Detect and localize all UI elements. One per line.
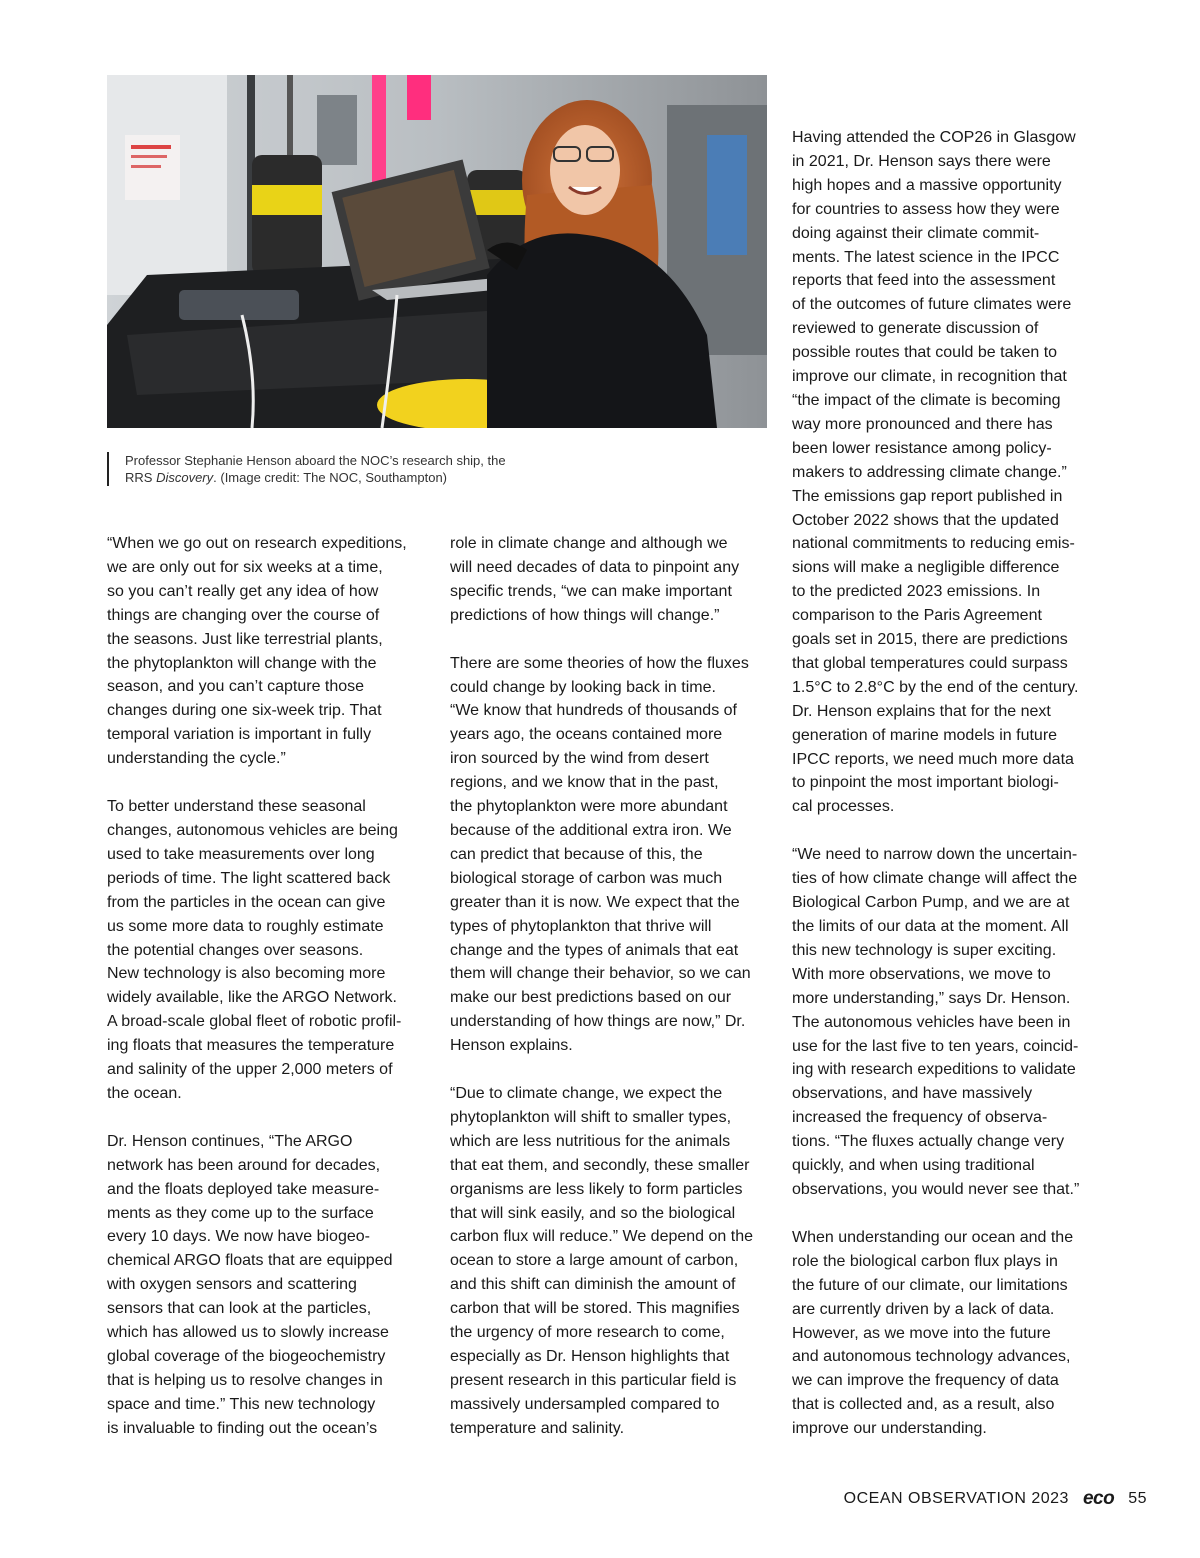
text-line: the future of our climate, our limitations <box>792 1276 1068 1294</box>
text-line: periods of time. The light scattered back <box>107 869 391 887</box>
text-line: will need decades of data to pinpoint any <box>450 558 740 576</box>
text-line: season, and you can’t capture those <box>107 678 365 696</box>
text-line: specific trends, “we can make important <box>450 582 732 600</box>
text-line: and the floats deployed take measure- <box>107 1180 380 1198</box>
text-line: quickly, and when using traditional <box>792 1157 1035 1175</box>
text-line: There are some theories of how the fluxes <box>450 654 749 672</box>
text-line: the urgency of more research to come, <box>450 1324 725 1342</box>
text-line: reports that feed into the assessment <box>792 272 1056 290</box>
text-line: 1.5°C to 2.8°C by the end of the century. <box>792 678 1079 696</box>
text-line: predictions of how things will change.” <box>450 606 720 624</box>
text-line: changes, autonomous vehicles are being <box>107 821 398 839</box>
article-column-2 <box>450 532 780 1465</box>
paragraph <box>792 843 1122 1202</box>
text-line: comparison to the Paris Agreement <box>792 607 1042 625</box>
text-line: could change by looking back in time. <box>450 678 716 696</box>
text-line: Having attended the COP26 in Glasgow <box>792 129 1076 146</box>
text-line: role in climate change and although we <box>450 535 728 552</box>
caption-prefix: RRS <box>125 470 157 485</box>
text-line: to pinpoint the most important biologi- <box>792 774 1059 792</box>
text-line: present research in this particular field is <box>450 1371 737 1389</box>
text-line: that is collected and, as a result, also <box>792 1396 1055 1414</box>
text-line: “We need to narrow down the uncertain- <box>792 846 1078 864</box>
text-line: cal processes. <box>792 798 895 816</box>
caption-line-2 <box>125 469 585 486</box>
text-line: which are less nutritious for the animals <box>450 1132 731 1150</box>
text-line: understanding the cycle.” <box>107 750 286 768</box>
text-line: more understanding,” says Dr. Henson. <box>792 989 1071 1007</box>
paragraph <box>792 126 1122 819</box>
footer-section-title: OCEAN OBSERVATION 2023 <box>843 1490 1069 1507</box>
text-line: and autonomous technology advances, <box>792 1348 1071 1366</box>
text-line: tions. “The fluxes actually change very <box>792 1133 1065 1151</box>
text-line: make our best predictions based on our <box>450 989 732 1007</box>
text-line: sions will make a negligible difference <box>792 559 1060 577</box>
text-line: carbon that will be stored. This magnifies <box>450 1300 740 1318</box>
text-line: ments as they come up to the surface <box>107 1204 374 1222</box>
text-line: the phytoplankton will change with the <box>107 654 377 672</box>
text-line: the seasons. Just like terrestrial plants, <box>107 630 383 648</box>
text-line: to the predicted 2023 emissions. In <box>792 583 1041 601</box>
text-line: temporal variation is important in fully <box>107 726 372 744</box>
page-number: 55 <box>1128 1490 1147 1507</box>
text-line: New technology is also becoming more <box>107 965 386 983</box>
text-line: The emissions gap report published in <box>792 487 1063 505</box>
text-line: chemical ARGO floats that are equipped <box>107 1252 393 1270</box>
text-line: role the biological carbon flux plays in <box>792 1252 1058 1270</box>
text-line: every 10 days. We now have biogeo- <box>107 1228 370 1246</box>
text-line: things are changing over the course of <box>107 606 380 624</box>
text-line: generation of marine models in future <box>792 726 1058 744</box>
text-line: and this shift can diminish the amount of <box>450 1276 736 1294</box>
text-line: types of phytoplankton that thrive will <box>450 917 712 935</box>
caption-ship-name: Discovery <box>156 470 214 485</box>
text-line: phytoplankton will shift to smaller types, <box>450 1108 732 1126</box>
text-line: massively undersampled compared to <box>450 1395 720 1413</box>
text-line: sensors that can look at the particles, <box>107 1300 372 1318</box>
text-line: greater than it is now. We expect that the <box>450 893 740 911</box>
text-line: we can improve the frequency of data <box>792 1372 1059 1390</box>
eco-logo: eco <box>1082 1488 1115 1509</box>
text-line: widely available, like the ARGO Network. <box>107 989 397 1007</box>
text-line: Biological Carbon Pump, and we are at <box>792 894 1070 912</box>
text-line: the ocean. <box>107 1084 182 1102</box>
text-line: space and time.” This new technology <box>107 1395 376 1413</box>
article-column-1 <box>107 532 437 1465</box>
text-line: global coverage of the biogeochemistry <box>107 1348 386 1365</box>
text-line: carbon flux will reduce.” We depend on the <box>450 1228 753 1246</box>
text-line: makers to addressing climate change.” <box>792 463 1067 481</box>
text-line: change and the types of animals that eat <box>450 941 739 959</box>
text-line: high hopes and a massive opportunity <box>792 176 1062 194</box>
paragraph <box>107 1130 437 1441</box>
text-line: with oxygen sensors and scattering <box>107 1276 357 1294</box>
text-line: understanding of how things are now,” Dr. <box>450 1013 746 1031</box>
text-line: used to take measurements over long <box>107 845 375 863</box>
text-line: the potential changes over seasons. <box>107 941 364 959</box>
text-line: ments. The latest science in the IPCC <box>792 248 1060 266</box>
paragraph <box>792 1226 1122 1441</box>
caption-line-1: Professor Stephanie Henson aboard the NOC’s research ship, the <box>125 453 506 468</box>
text-line: IPCC reports, we need much more data <box>792 750 1074 768</box>
text-line: ocean to store a large amount of carbon, <box>450 1252 739 1270</box>
text-line: regions, and we know that in the past, <box>450 774 719 792</box>
text-line: increased the frequency of observa- <box>792 1109 1048 1127</box>
text-line: A broad-scale global fleet of robotic profil- <box>107 1013 402 1031</box>
text-line: goals set in 2015, there are predictions <box>792 631 1068 649</box>
text-line: “Due to climate change, we expect the <box>450 1085 723 1103</box>
paragraph <box>107 532 437 771</box>
text-line: for countries to assess how they were <box>792 200 1060 218</box>
text-line: “We know that hundreds of thousands of <box>450 702 737 720</box>
caption-credit: . (Image credit: The NOC, Southampton) <box>213 470 448 485</box>
text-line: “When we go out on research expeditions, <box>107 535 407 552</box>
text-line: so you can’t really get any idea of how <box>107 582 379 600</box>
text-line: ing with research expeditions to validate <box>792 1061 1076 1079</box>
text-line: that eat them, and secondly, these smaller <box>450 1156 750 1174</box>
text-line: and salinity of the upper 2,000 meters of <box>107 1061 393 1079</box>
text-line: are currently driven by a lack of data. <box>792 1300 1055 1318</box>
photo-caption <box>107 452 585 486</box>
text-line: organisms are less likely to form particles <box>450 1180 743 1198</box>
text-line: To better understand these seasonal <box>107 798 366 816</box>
text-line: The autonomous vehicles have been in <box>792 1013 1071 1031</box>
text-line: of the outcomes of future climates were <box>792 296 1072 314</box>
paragraph <box>450 652 780 1058</box>
text-line: especially as Dr. Henson highlights that <box>450 1348 730 1365</box>
text-line: years ago, the oceans contained more <box>450 726 723 744</box>
text-line: improve our climate, in recognition that <box>792 368 1067 386</box>
text-line: is invaluable to finding out the ocean’s <box>107 1419 378 1437</box>
text-line: can predict that because of this, the <box>450 845 703 863</box>
article-photo <box>107 75 767 428</box>
text-line: biological storage of carbon was much <box>450 869 723 887</box>
scientist-on-ship-image <box>107 75 767 428</box>
paragraph <box>107 795 437 1106</box>
text-line: that will sink easily, and so the biological <box>450 1204 736 1222</box>
text-line: With more observations, we move to <box>792 965 1051 983</box>
text-line: this new technology is super exciting. <box>792 941 1057 959</box>
text-line: the phytoplankton were more abundant <box>450 798 728 816</box>
text-line: When understanding our ocean and the <box>792 1228 1074 1246</box>
text-line: improve our understanding. <box>792 1420 987 1438</box>
text-line: ties of how climate change will affect the <box>792 870 1078 888</box>
text-line: Dr. Henson explains that for the next <box>792 702 1051 720</box>
text-line: observations, and have massively <box>792 1085 1033 1103</box>
text-line: in 2021, Dr. Henson says there were <box>792 152 1051 170</box>
text-line: October 2022 shows that the updated <box>792 511 1059 529</box>
text-line: been lower resistance among policy- <box>792 439 1052 457</box>
text-line: which has allowed us to slowly increase <box>107 1324 389 1342</box>
text-line: use for the last five to ten years, coincid- <box>792 1037 1079 1055</box>
text-line: Henson explains. <box>450 1037 573 1055</box>
article-column-3 <box>792 126 1122 1465</box>
text-line: national commitments to reducing emis- <box>792 535 1075 553</box>
text-line: However, as we move into the future <box>792 1324 1051 1342</box>
text-line: the limits of our data at the moment. All <box>792 918 1069 935</box>
text-line: Dr. Henson continues, “The ARGO <box>107 1132 353 1150</box>
text-line: network has been around for decades, <box>107 1156 381 1174</box>
text-line: temperature and salinity. <box>450 1419 625 1437</box>
text-line: doing against their climate commit- <box>792 224 1040 242</box>
page-footer <box>844 1488 1147 1510</box>
text-line: possible routes that could be taken to <box>792 344 1058 362</box>
text-line: from the particles in the ocean can give <box>107 893 386 911</box>
text-line: iron sourced by the wind from desert <box>450 750 709 768</box>
text-line: ing floats that measures the temperature <box>107 1037 395 1055</box>
text-line: changes during one six-week trip. That <box>107 702 382 720</box>
text-line: reviewed to generate discussion of <box>792 320 1039 338</box>
text-line: that global temperatures could surpass <box>792 654 1068 672</box>
paragraph <box>450 532 780 628</box>
text-line: “the impact of the climate is becoming <box>792 391 1061 409</box>
text-line: observations, you would never see that.” <box>792 1180 1080 1198</box>
text-line: them will change their behavior, so we can <box>450 965 751 983</box>
text-line: us some more data to roughly estimate <box>107 917 384 935</box>
text-line: we are only out for six weeks at a time, <box>107 558 383 576</box>
text-line: that is helping us to resolve changes in <box>107 1371 383 1389</box>
paragraph <box>450 1082 780 1441</box>
text-line: way more pronounced and there has <box>792 415 1053 433</box>
text-line: because of the additional extra iron. We <box>450 821 732 839</box>
